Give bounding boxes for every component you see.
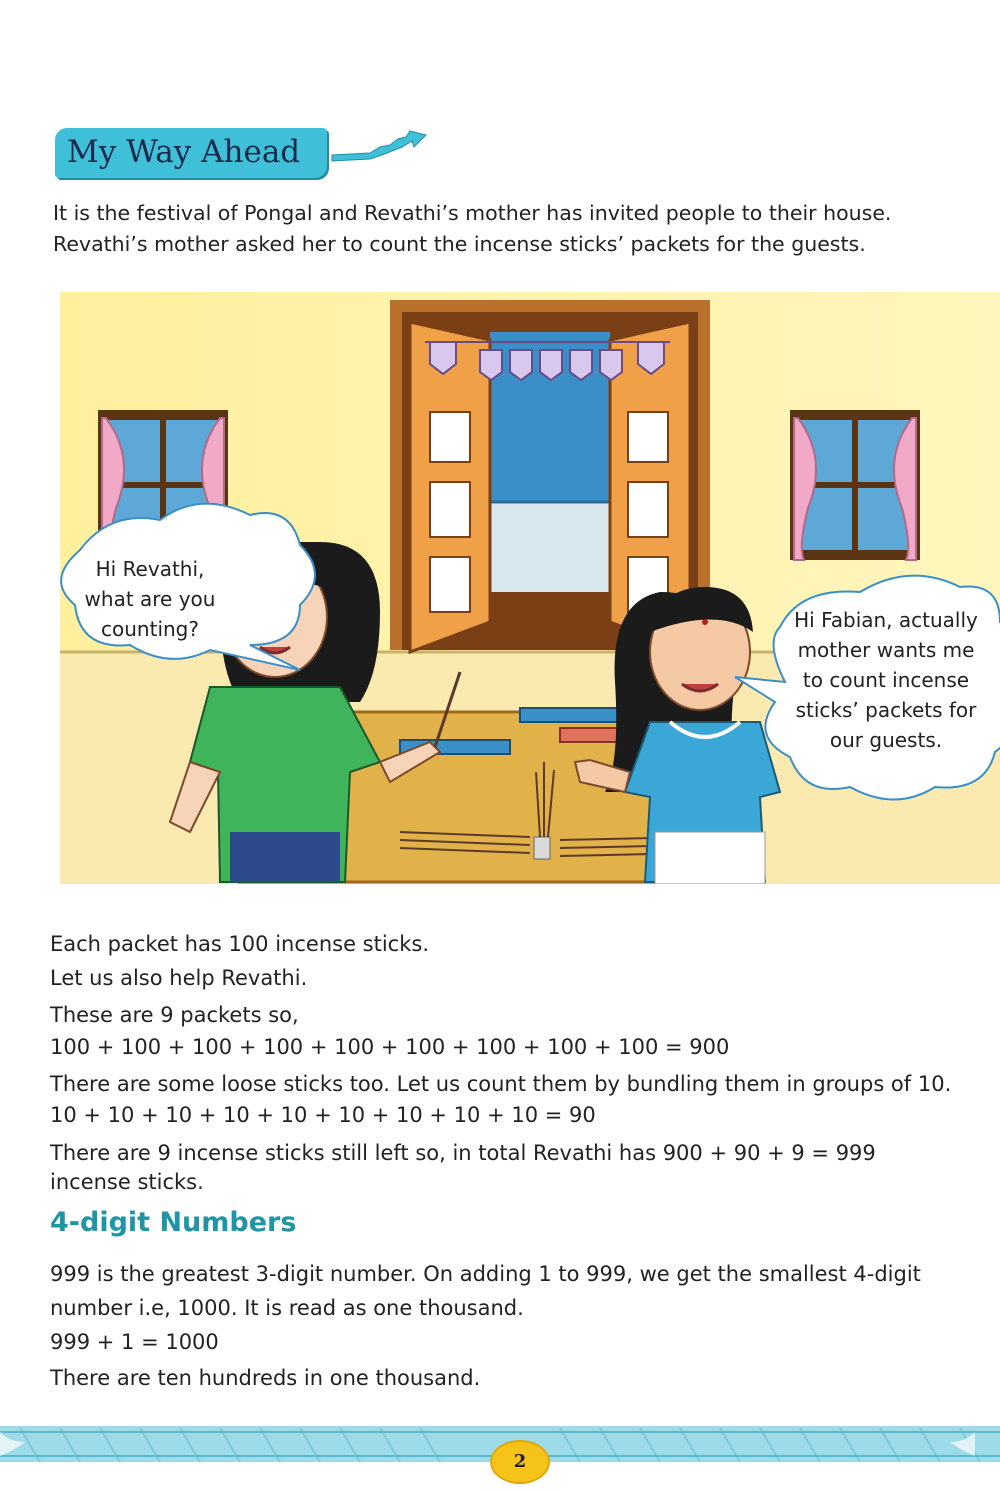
- text-line: There are 9 incense sticks still left so, in total Revathi has 900 + 90 + 9 = 999: [50, 1141, 876, 1165]
- text-line: 100 + 100 + 100 + 100 + 100 + 100 + 100 + 100 + 100 = 900: [50, 1035, 730, 1059]
- text-line: These are 9 packets so,: [50, 1003, 299, 1027]
- section-title-tag: [55, 128, 327, 178]
- text-line: Each packet has 100 incense sticks.: [50, 932, 429, 956]
- text-line: number i.e, 1000. It is read as one thousand.: [50, 1296, 524, 1320]
- revathi-speech-line: our guests.: [829, 728, 943, 752]
- text-line: 10 + 10 + 10 + 10 + 10 + 10 + 10 + 10 + 10 = 90: [50, 1103, 596, 1127]
- section-heading: 4-digit Numbers: [50, 1207, 297, 1238]
- fabian-speech-line: counting?: [101, 617, 199, 641]
- text-line: 999 is the greatest 3-digit number. On adding 1 to 999, we get the smallest 4-digit: [50, 1262, 921, 1286]
- revathi-speech-line: to count incense: [802, 668, 970, 692]
- section-title: My Way Ahead: [67, 134, 301, 170]
- fabian-speech-line: what are you: [84, 587, 216, 611]
- text-line: There are some loose sticks too. Let us count them by bundling them in groups of 10.: [50, 1072, 952, 1096]
- illustration: [60, 292, 1000, 884]
- fabian-speech-line: Hi Revathi,: [95, 557, 205, 581]
- fabian-speech: [60, 554, 240, 644]
- text-line: There are ten hundreds in one thousand.: [50, 1366, 481, 1390]
- text-line: Let us also help Revathi.: [50, 966, 308, 990]
- page-number: 2: [490, 1440, 550, 1484]
- text-line: 999 + 1 = 1000: [50, 1330, 219, 1354]
- revathi-speech: [772, 605, 1000, 755]
- intro-paragraph: It is the festival of Pongal and Revathi’s mother has invited people to their house. Revathi’s mother asked her to count the incense sticks’ packets for the guests.: [53, 201, 892, 256]
- revathi-speech-line: mother wants me: [797, 638, 975, 662]
- revathi-speech-line: Hi Fabian, actually: [794, 608, 978, 632]
- revathi-speech-line: sticks’ packets for: [795, 698, 977, 722]
- text-line: incense sticks.: [50, 1170, 204, 1194]
- arrow-icon: [330, 125, 430, 165]
